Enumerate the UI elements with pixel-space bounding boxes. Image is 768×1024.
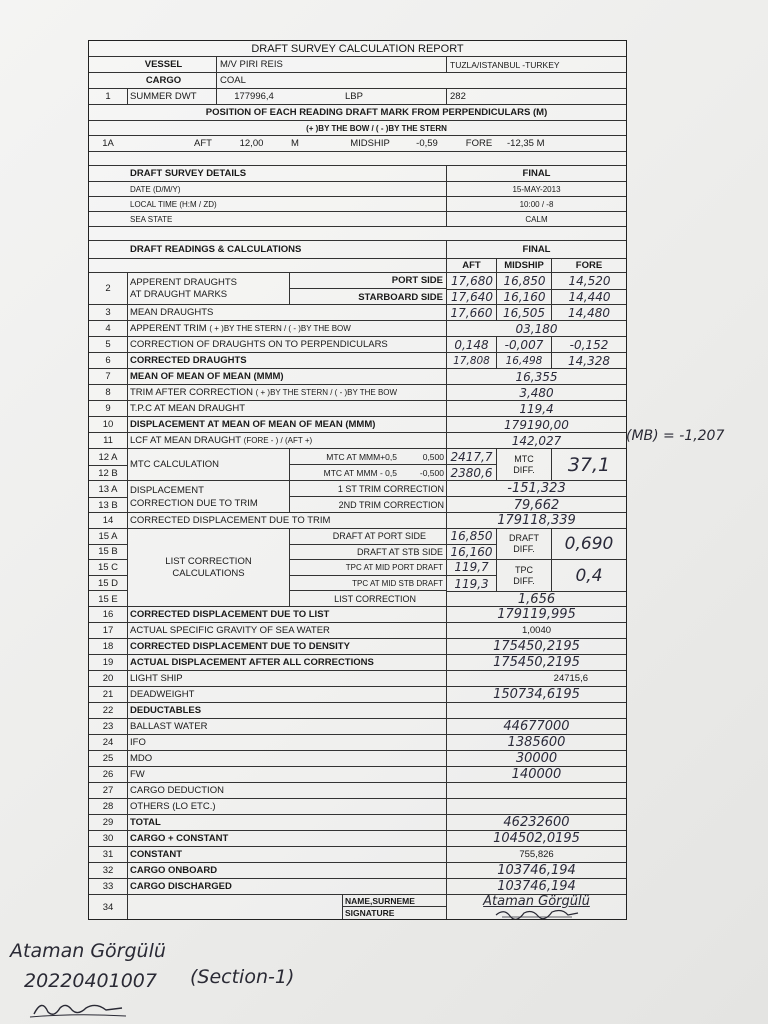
row-13-label [127, 481, 289, 512]
position-title: POSITION OF EACH READING DRAFT MARK FROM PERPENDICULARS (M) [205, 107, 548, 118]
row-6-fore: 14,328 [551, 353, 626, 368]
mtc-plus-label: MTC AT MMM+0,5 [289, 449, 399, 465]
row-9-no: 9 [105, 403, 111, 414]
draft-diff-label-1: DRAFT [509, 533, 539, 544]
footer-section: (Section-1) [190, 966, 295, 988]
row-15 [89, 529, 626, 607]
row-30 [89, 831, 626, 847]
row-21-label: DEADWEIGHT [127, 687, 446, 702]
list-corr-value-cell [446, 591, 626, 607]
row-32-no: 32 [102, 865, 114, 876]
row-15d-no: 15 D [89, 576, 127, 592]
row-18-label: CORRECTED DISPLACEMENT DUE TO DENSITY [127, 639, 446, 654]
midship-label: MIDSHIP [350, 138, 390, 149]
row-27-no: 27 [102, 785, 114, 796]
row-2-label [127, 273, 289, 304]
cargo-row [89, 73, 626, 89]
row-22-label: DEDUCTABLES [127, 703, 446, 718]
row-9 [89, 401, 626, 417]
row-8 [89, 385, 626, 401]
cargo-name: COAL [216, 73, 626, 88]
row-2 [89, 273, 626, 305]
stbd-aft: 17,640 [446, 289, 497, 305]
row-17-label: ACTUAL SPECIFIC GRAVITY OF SEA WATER [127, 623, 446, 638]
row-14-no: 14 [102, 515, 114, 526]
port-mid: 16,850 [496, 273, 552, 289]
row-8-no: 8 [105, 387, 111, 398]
row-29-no: 29 [102, 817, 114, 828]
row-34-blank [127, 895, 342, 919]
row-25-label: MDO [127, 751, 446, 766]
row-5-no: 5 [105, 339, 111, 350]
row-2-label-1: APPERENT DRAUGHTS [130, 276, 237, 288]
row-19-no: 19 [102, 657, 114, 668]
row-24-no: 24 [102, 737, 114, 748]
row-31-no: 31 [102, 849, 114, 860]
row-24 [89, 735, 626, 751]
sea-label: SEA STATE [130, 214, 173, 224]
signature-label: SIGNATURE [345, 908, 395, 918]
tpc-diff-label-2: DIFF. [513, 575, 535, 586]
mtc-minus-val: 2380,6 [446, 465, 496, 481]
row-13-label-2: CORRECTION DUE TO TRIM [130, 497, 258, 509]
margin-note: (MB) = -1,207 [626, 428, 725, 444]
list-label-2: CALCULATIONS [172, 567, 245, 579]
list-correction-label [127, 529, 289, 606]
row-7-no: 7 [105, 371, 111, 382]
row-14-label: CORRECTED DISPLACEMENT DUE TO TRIM [127, 513, 446, 528]
tpc-diff-label [496, 560, 551, 591]
list-label-1: LIST CORRECTION [165, 555, 252, 567]
row-5-aft: 0,148 [446, 337, 496, 352]
port-fore: 14,520 [551, 273, 627, 289]
row-31-label: CONSTANT [127, 847, 446, 862]
date-label: DATE (D/M/Y) [130, 184, 181, 194]
row-21 [89, 687, 626, 703]
row-25 [89, 751, 626, 767]
row-33-value: 103746,194 [446, 879, 626, 894]
row-28-value [446, 799, 626, 814]
row-10-no: 10 [102, 419, 114, 430]
footer-signature-icon [26, 996, 136, 1022]
row-10-label: DISPLACEMENT AT MEAN OF MEAN OF MEAN (MMM) [127, 417, 446, 432]
aft-label: AFT [194, 138, 212, 149]
name-label: NAME,SURNEME [343, 895, 446, 907]
row-31-value: 755,826 [446, 847, 626, 862]
row-16-value: 179119,995 [446, 607, 626, 622]
row-8-label [127, 385, 446, 400]
row-14 [89, 513, 626, 529]
row-15e-no: 15 E [98, 593, 118, 605]
tpc-stb-value: 119,3 [454, 576, 489, 591]
mtc-diff-label [496, 449, 551, 481]
details-header: DRAFT SURVEY DETAILS [130, 168, 247, 179]
col-aft: AFT [446, 259, 496, 272]
row-24-value: 1385600 [446, 735, 626, 750]
lbp-value: 282 [446, 89, 626, 104]
row-32 [89, 863, 626, 879]
signature-scribble-icon [492, 907, 582, 919]
row-18 [89, 639, 626, 655]
row-27 [89, 783, 626, 799]
row-29-label: TOTAL [127, 815, 446, 830]
row-22 [89, 703, 626, 719]
draft-port-value: 16,850 [447, 529, 496, 545]
row-3-aft: 17,660 [446, 305, 496, 320]
first-trim-value: -151,323 [446, 481, 626, 497]
row-23 [89, 719, 626, 735]
row-6-no: 6 [105, 355, 111, 366]
row-3-fore: 14,480 [551, 305, 626, 320]
row-4-label [127, 321, 446, 336]
row-26-value: 140000 [446, 767, 626, 782]
draft-diff-label-2: DIFF. [513, 544, 535, 555]
row-28 [89, 799, 626, 815]
signature-value [447, 907, 626, 919]
spacer-2 [89, 227, 626, 241]
row-26-label: FW [127, 767, 446, 782]
row-23-label: BALLAST WATER [127, 719, 446, 734]
row-12 [89, 449, 626, 481]
row-24-label: IFO [127, 735, 446, 750]
vessel-name: M/V PIRI REIS [216, 57, 446, 72]
row-7-value: 16,355 [446, 369, 626, 384]
row-21-no: 21 [102, 689, 114, 700]
readings-header: DRAFT READINGS & CALCULATIONS [130, 244, 302, 255]
draft-port-label: DRAFT AT PORT SIDE [290, 529, 446, 545]
row-20-no: 20 [102, 673, 114, 684]
row-17-no: 17 [102, 625, 114, 636]
row-11-no: 11 [103, 435, 113, 446]
list-corr-label: LIST CORRECTION [334, 594, 416, 605]
row-16-label: CORRECTED DISPLACEMENT DUE TO LIST [127, 607, 446, 622]
row-12a-no: 12 A [89, 449, 127, 466]
draft-diff-label [496, 529, 551, 560]
row-3-mid: 16,505 [496, 305, 551, 320]
row-6-aft: 17,808 [446, 353, 496, 368]
row-22-value [446, 703, 626, 718]
row-13a-no: 13 A [89, 481, 127, 498]
cargo-label: CARGO [145, 75, 182, 86]
vessel-row [89, 57, 626, 73]
row-4-no: 4 [105, 323, 111, 334]
tpc-stb-label: TPC AT MID STB DRAFT [290, 576, 446, 592]
row-19-value: 175450,2195 [446, 655, 626, 670]
mtc-diff-label-2: DIFF. [513, 465, 535, 475]
lbp-label: LBP [345, 91, 363, 102]
readings-header-row [89, 241, 626, 259]
sea-value: CALM [446, 212, 626, 226]
row-4-label-main: APPERENT TRIM [130, 323, 207, 334]
row-18-value: 175450,2195 [446, 639, 626, 654]
row-8-value: 3,480 [446, 385, 626, 400]
date-row [89, 182, 626, 197]
row-19-label: ACTUAL DISPLACEMENT AFTER ALL CORRECTIONS [127, 655, 446, 670]
stbd-side-label: STARBOARD SIDE [289, 289, 446, 305]
col-midship: MIDSHIP [496, 259, 551, 272]
row-20 [89, 671, 626, 687]
row-8-label-main: TRIM AFTER CORRECTION [130, 387, 253, 398]
row-28-label: OTHERS (LO ETC.) [127, 799, 446, 814]
row-17-value: 1,0040 [446, 623, 626, 638]
draft-stb-value: 16,160 [447, 545, 496, 561]
row-2-no: 2 [105, 283, 111, 294]
tpc-diff-value: 0,4 [551, 560, 626, 591]
row-3-no: 3 [105, 307, 111, 318]
name-sig-labels [342, 895, 446, 919]
row-5 [89, 337, 626, 353]
aft-unit: M [291, 138, 299, 149]
row-29 [89, 815, 626, 831]
details-header-row [89, 166, 626, 182]
row-11-value: 142,027 [446, 433, 626, 448]
mtc-plus-val: 2417,7 [446, 449, 496, 465]
fore-value: -12,35 M [507, 138, 545, 149]
mtc-minus-label: MTC AT MMM - 0,5 [289, 465, 399, 481]
row-26 [89, 767, 626, 783]
stbd-fore: 14,440 [551, 289, 627, 305]
row-30-label: CARGO + CONSTANT [127, 831, 446, 846]
row-1a-no: 1A [102, 138, 114, 149]
details-final: FINAL [446, 166, 626, 181]
row-14-value: 179118,339 [446, 513, 626, 528]
row-19 [89, 655, 626, 671]
list-sub-labels [289, 529, 446, 607]
row-1a [89, 136, 626, 152]
footer-student-no: 20220401007 [24, 970, 157, 992]
row-34-no: 34 [102, 901, 114, 913]
date-value: 15-MAY-2013 [446, 182, 626, 196]
position-sub-row [89, 121, 626, 136]
midship-value: -0,59 [416, 138, 438, 149]
port-side-label: PORT SIDE [289, 273, 446, 289]
row-9-value: 119,4 [446, 401, 626, 416]
row-2-label-2: AT DRAUGHT MARKS [130, 288, 228, 300]
row-1-no: 1 [105, 91, 111, 102]
row-25-value: 30000 [446, 751, 626, 766]
mtc-diff-value: 37,1 [551, 449, 626, 481]
row-30-value: 104502,0195 [446, 831, 626, 846]
row-23-no: 23 [102, 721, 114, 732]
draft-diff-value: 0,690 [551, 529, 626, 560]
row-7 [89, 369, 626, 385]
vessel-place: TUZLA/ISTANBUL -TURKEY [446, 57, 626, 72]
row-13-label-1: DISPLACEMENT [130, 484, 204, 496]
stbd-mid: 16,160 [496, 289, 552, 305]
row-17 [89, 623, 626, 639]
row-27-label: CARGO DEDUCTION [127, 783, 446, 798]
row-26-no: 26 [102, 769, 114, 780]
list-corr-value: 1,656 [517, 592, 556, 608]
row-33-label: CARGO DISCHARGED [127, 879, 446, 894]
mtc-plus-k: 0,500 [422, 452, 444, 462]
mtc-diff-label-1: MTC [514, 454, 534, 464]
row-11 [89, 433, 626, 449]
port-aft: 17,680 [446, 273, 497, 289]
sea-row [89, 212, 626, 227]
row-13b-no: 13 B [98, 499, 118, 511]
row-16 [89, 607, 626, 623]
row-11-label-small: (FORE - ) / (AFT +) [243, 436, 313, 445]
row-15c-no: 15 C [89, 560, 127, 576]
row-11-label-main: LCF AT MEAN DRAUGHT [130, 435, 242, 446]
row-25-no: 25 [102, 753, 114, 764]
row-27-value [446, 783, 626, 798]
row-15b-no: 15 B [89, 545, 127, 561]
row-31 [89, 847, 626, 863]
second-trim-label: 2ND TRIM CORRECTION [289, 497, 446, 513]
summer-dwt-value: 177996,4 [216, 89, 291, 104]
row-12b-no: 12 B [98, 467, 118, 479]
row-8-label-small: ( + )BY THE STERN / ( - )BY THE BOW [255, 388, 398, 397]
row-11-label [127, 433, 446, 448]
readings-cols-row [89, 259, 626, 273]
name-value: Ataman Görgülü [483, 893, 590, 909]
readings-final: FINAL [446, 241, 626, 258]
mtc-label: MTC CALCULATION [127, 449, 289, 480]
row-10-value: 179190,00 [446, 417, 626, 432]
row-34 [89, 895, 626, 919]
position-sub: (+ )BY THE BOW / ( - )BY THE STERN [306, 123, 447, 133]
row-32-value: 103746,194 [446, 863, 626, 878]
row-18-no: 18 [102, 641, 114, 652]
row-16-no: 16 [102, 609, 114, 620]
row-13 [89, 481, 626, 513]
time-row [89, 197, 626, 212]
row-9-label: T.P.C AT MEAN DRAUGHT [127, 401, 446, 416]
row-15a-no: 15 A [89, 529, 127, 545]
footer-name: Ataman Görgülü [10, 940, 166, 962]
row-7-label: MEAN OF MEAN OF MEAN (MMM) [127, 369, 446, 384]
row-5-fore: -0,152 [551, 337, 626, 352]
row-6-label: CORRECTED DRAUGHTS [127, 353, 446, 368]
row-6 [89, 353, 626, 369]
row-20-label: LIGHT SHIP [127, 671, 446, 686]
summer-dwt-label: SUMMER DWT [127, 89, 216, 104]
row-4 [89, 321, 626, 337]
col-fore: FORE [551, 259, 626, 272]
row-21-value: 150734,6195 [446, 687, 626, 702]
row-10 [89, 417, 626, 433]
report-title-row [89, 41, 626, 57]
second-trim-value: 79,662 [446, 497, 626, 513]
row-33-no: 33 [102, 881, 114, 892]
row-5-mid: -0,007 [496, 337, 551, 352]
row-22-no: 22 [102, 705, 114, 716]
time-value: 10:00 / -8 [446, 197, 626, 211]
spacer-1 [89, 152, 626, 166]
row-4-label-small: ( + )BY THE STERN / ( - )BY THE BOW [209, 324, 351, 333]
mtc-minus-k: -0,500 [419, 468, 444, 478]
report-title: DRAFT SURVEY CALCULATION REPORT [251, 42, 464, 55]
row-6-mid: 16,498 [496, 353, 551, 368]
time-label: LOCAL TIME (H:M / ZD) [130, 199, 217, 209]
vessel-label: VESSEL [144, 59, 183, 70]
tpc-port-label: TPC AT MID PORT DRAFT [290, 560, 446, 576]
tpc-diff-label-1: TPC [515, 564, 533, 575]
aft-value: 12,00 [239, 138, 264, 149]
list-values [446, 529, 496, 591]
draft-survey-report [88, 40, 627, 920]
tpc-port-value: 119,7 [447, 560, 496, 576]
row-3-label: MEAN DRAUGHTS [127, 305, 446, 320]
fore-label: FORE [465, 138, 493, 149]
row-23-value: 44677000 [446, 719, 626, 734]
name-sig-values [446, 895, 626, 919]
row-5-label: CORRECTION OF DRAUGHTS ON TO PERPENDICULARS [127, 337, 446, 352]
row-30-no: 30 [102, 833, 114, 844]
row-1 [89, 89, 626, 105]
first-trim-label: 1 ST TRIM CORRECTION [289, 481, 446, 497]
row-4-value: 03,180 [446, 321, 626, 336]
row-15-numbers [89, 529, 127, 607]
row-29-value: 46232600 [446, 815, 626, 830]
row-32-label: CARGO ONBOARD [127, 863, 446, 878]
position-title-row [89, 105, 626, 121]
row-20-value: 24715,6 [446, 671, 626, 686]
draft-stb-label: DRAFT AT STB SIDE [290, 545, 446, 561]
row-28-no: 28 [102, 801, 114, 812]
row-3 [89, 305, 626, 321]
